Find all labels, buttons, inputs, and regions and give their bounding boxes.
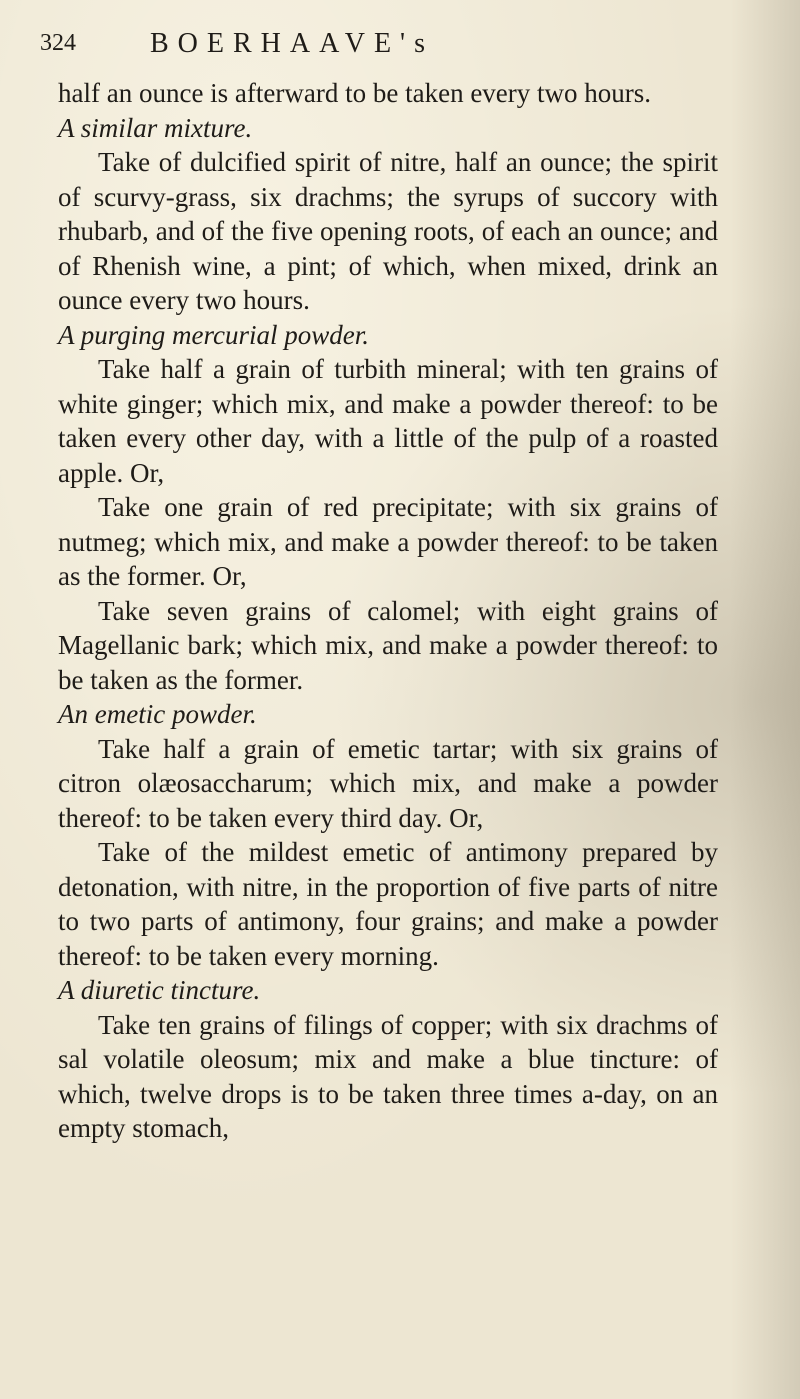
page-number: 324	[40, 30, 76, 56]
paragraph-antimony: Take of the mildest emetic of antimony prepared by detonation, with nitre, in the proportion of five parts of nitre to two parts of antimony, four grains; and make a powder thereof: to be taken every morning.	[58, 837, 718, 971]
running-head: BOERHAAVE's	[150, 28, 434, 59]
paragraph-continuation: half an ounce is afterward to be taken every two hours.	[58, 78, 652, 108]
page-edge-shadow	[730, 0, 800, 1399]
paragraph-copper-tincture: Take ten grains of filings of copper; with six drachms of sal volatile oleosum; mix and make a blue tincture: of which, twelve drops is to be taken three times a-day, on an empty stomach,	[58, 1009, 718, 1143]
section-heading-purging-powder: A purging mercurial powder.	[58, 319, 370, 350]
page-header	[40, 26, 700, 66]
section-heading-diuretic-tincture: A diuretic tincture.	[58, 975, 261, 1005]
paragraph-emetic-tartar: Take half a grain of emetic tartar; with six grains of citron olæosaccharum; which mix, and make a powder thereof: to be taken every third day. Or,	[58, 733, 718, 833]
body-text	[58, 76, 718, 1146]
paragraph-turbith: Take half a grain of turbith mineral; with ten grains of white ginger; which mix, and make a powder thereof: to be taken every other day, with a little of the pulp of a roasted apple. Or,	[58, 354, 718, 488]
paragraph-red-precipitate: Take one grain of red precipitate; with six grains of nutmeg; which mix, and make a powder thereof: to be taken as the former. Or,	[58, 492, 718, 591]
section-heading-similar-mixture: A similar mixture.	[58, 112, 253, 143]
section-heading-emetic-powder: An emetic powder.	[58, 699, 257, 729]
paragraph-calomel: Take seven grains of calomel; with eight grains of Magellanic bark; which mix, and make a powder thereof: to be taken as the former.	[58, 595, 718, 695]
paragraph-similar-mixture: Take of dulcified spirit of nitre, half an ounce; the spirit of scurvy-grass, six drachms; the syrups of succory with rhubarb, and of the five opening roots, of each an ounce; and of Rhenish wine, a pint; of which, when mixed, drink an ounce every two hours.	[58, 147, 718, 315]
